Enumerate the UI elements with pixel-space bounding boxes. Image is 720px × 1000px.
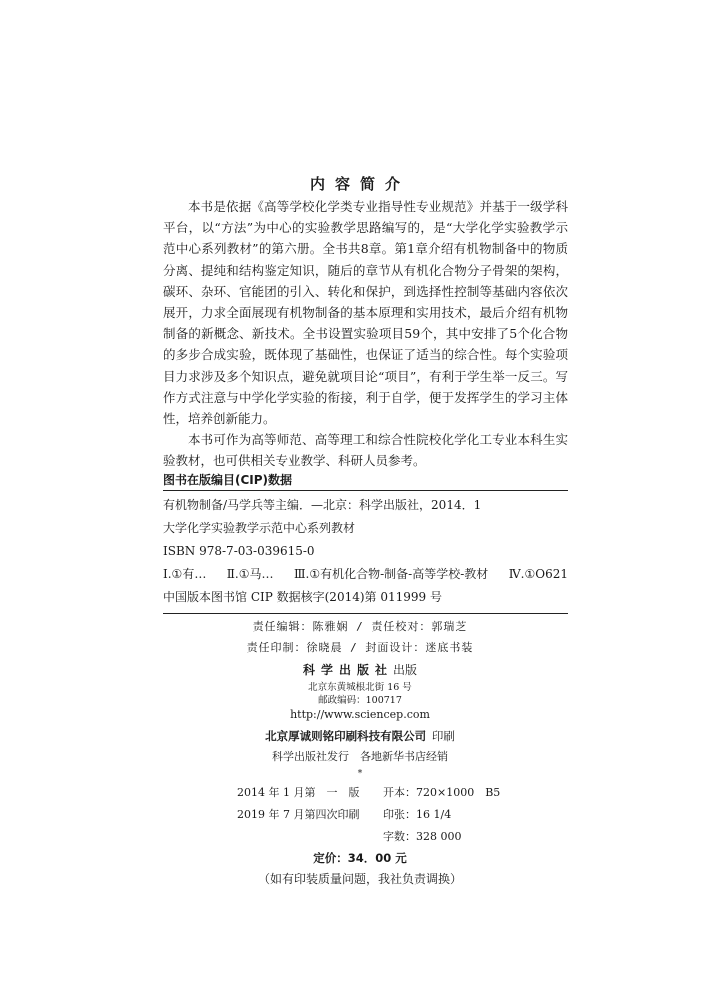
cip-heading: 图书在版编目(CIP)数据	[163, 473, 293, 487]
cip-classification	[163, 563, 568, 586]
quality-note: （如有印装质量问题，我社负责调换）	[257, 872, 462, 886]
printer-name: 北京厚诚则铭印刷科技有限公司	[265, 729, 427, 743]
publisher-suffix: 出版	[393, 663, 418, 677]
divider	[163, 613, 568, 614]
printer-suffix: 印刷	[431, 729, 455, 743]
printing-row	[0, 805, 720, 825]
publisher-url: http://www.sciencep.com	[290, 708, 430, 721]
publisher-line	[0, 659, 720, 681]
summary-paragraph: 本书可作为高等师范、高等理工和综合性院校化学化工专业本科生实验教材，也可供相关专业教学、科研人员参考。	[163, 432, 568, 469]
cip-class-item: Ⅳ.①O621	[508, 567, 568, 581]
printing: 2019 年 7 月第四次印刷	[237, 808, 360, 821]
word-count: 字数：328 000	[383, 830, 462, 843]
cip-class-item: Ⅲ.①有机化合物-制备-高等学校-教材	[293, 567, 489, 581]
cip-isbn: ISBN 978-7-03-039615-0	[163, 544, 315, 558]
sheets: 印张：16 1/4	[383, 808, 452, 821]
edition-row	[0, 783, 720, 803]
summary-text	[163, 196, 568, 472]
format: 开本：720×1000 B5	[383, 786, 501, 799]
summary-title: 内容简介	[309, 175, 410, 193]
publisher-address: 北京东黄城根北街 16 号	[308, 682, 412, 693]
publisher-postcode: 邮政编码：100717	[318, 695, 402, 706]
divider	[163, 490, 568, 491]
editors-line: 责任编辑：陈雅娴 / 责任校对：郭瑞芝	[252, 620, 468, 633]
price: 定价：34．00 元	[313, 851, 407, 865]
cip-class-item: Ⅰ.①有…	[163, 567, 207, 581]
edition: 2014 年 1 月第 一 版	[237, 786, 360, 799]
colophon	[0, 616, 720, 889]
cip-bibliographic-line: 有机物制备/马学兵等主编．—北京：科学出版社，2014．1	[163, 498, 482, 512]
distribution-line: 科学出版社发行 各地新华书店经销	[272, 750, 448, 763]
cip-class-item: Ⅱ.①马…	[226, 567, 274, 581]
word-count-row	[0, 827, 720, 847]
cip-record-number: 中国版本图书馆 CIP 数据核字(2014)第 011999 号	[163, 590, 442, 604]
summary-paragraph: 本书是依据《高等学校化学类专业指导性专业规范》并基于一级学科平台，以“方法”为中心的实验教学思路编写的，是“大学化学实验教学示范中心系列教材”的第六册。全书共8章。第1章介绍有机物制备中的物质分离、提纯和结构鉴定知识，随后的章节从有机化合物分子骨架的架构，碳环、杂环、官能团的引入、转化和保护，到选择性控制等基础内容依次展开，力求全面展现有机物制备的基本原理和实用技术，最后介绍有机物制备的新概念、新技术。全书设置实验项目59个，其中安排了5个化合物的多步合成实验，既体现了基础性，也保证了适当的综合性。每个实验项目力求涉及多个知识点，避免就项目论“项目”，有利于学生举一反三。写作方式注意与中学化学实验的衔接，利于自学，便于发挥学生的学习主体性，培养创新能力。	[163, 199, 568, 427]
publisher-name: 科学出版社	[302, 663, 393, 677]
production-line: 责任印制：徐晓晨 / 封面设计：迷底书装	[246, 641, 474, 654]
cip-series-line: 大学化学实验教学示范中心系列教材	[163, 521, 356, 535]
cip-data	[163, 494, 568, 609]
printer-line	[0, 725, 720, 747]
separator-star: *	[357, 769, 363, 779]
